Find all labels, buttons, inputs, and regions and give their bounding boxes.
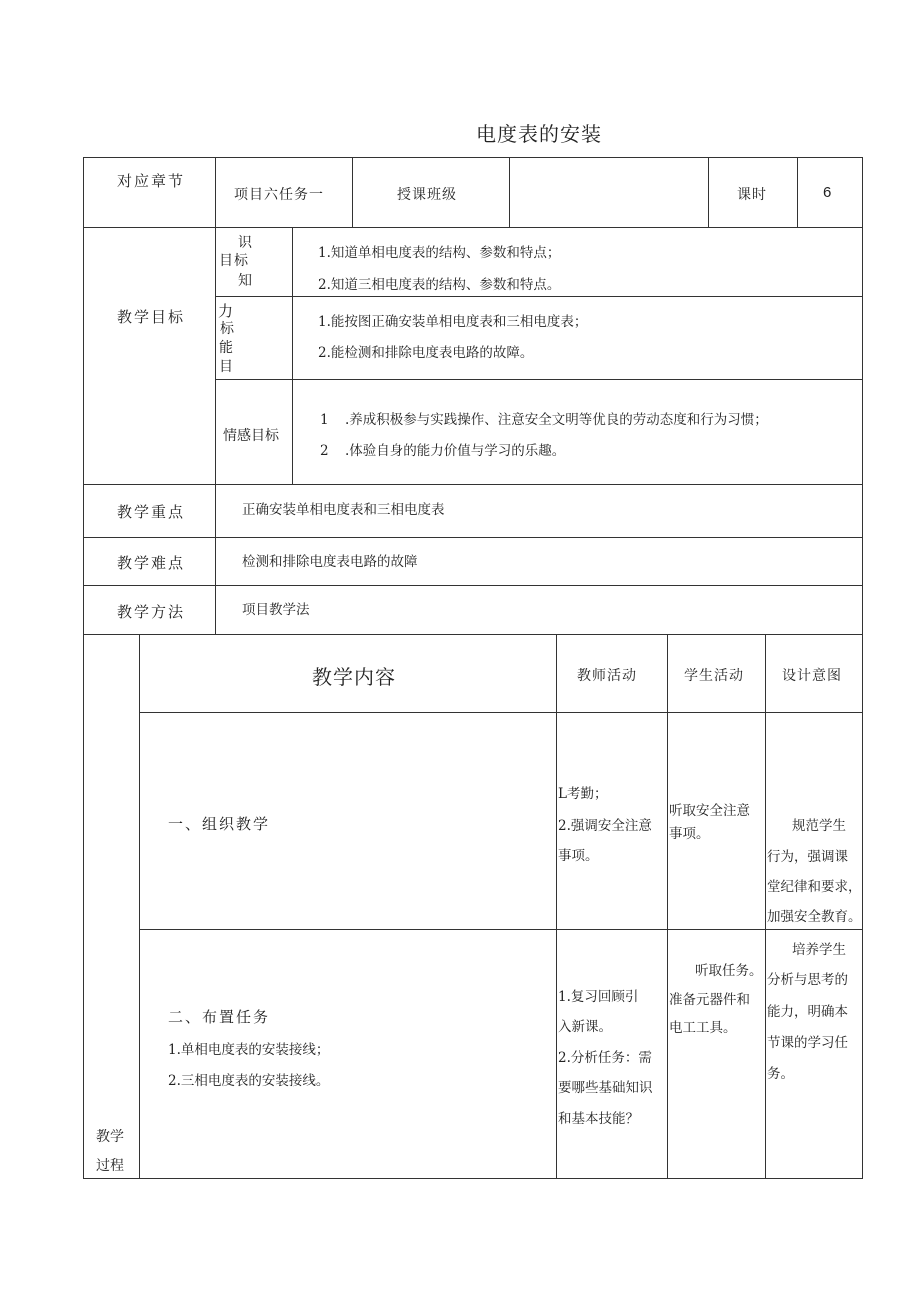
- methods-value: 项目教学法: [242, 602, 310, 618]
- row2-student-3: 电工工具。: [669, 1020, 737, 1036]
- row-divider: [83, 634, 863, 635]
- col-divider: [556, 634, 557, 1178]
- knowledge-sub-label-3: 知: [238, 273, 253, 289]
- row2-intent-2: 分析与思考的: [767, 972, 848, 988]
- row1-teacher-2: 2.强调安全注意: [558, 818, 652, 834]
- ability-item-1: 1.能按图正确安装单相电度表和三相电度表；: [318, 314, 588, 330]
- key-points-value: 正确安装单相电度表和三相电度表: [242, 502, 445, 518]
- col-divider: [509, 157, 510, 227]
- emotion-item-1-num: 1: [320, 412, 329, 428]
- row-divider: [139, 929, 863, 930]
- process-side-label-1: 教学: [96, 1129, 124, 1145]
- knowledge-sub-label-2: 目标: [219, 253, 249, 269]
- row2-teacher-1: 1.复习回顾引: [558, 989, 639, 1005]
- row1-student-1: 听取安全注意: [669, 803, 750, 819]
- row2-content-item-2: 2.三相电度表的安装接线。: [168, 1073, 330, 1089]
- key-points-label: 教学重点: [117, 503, 186, 521]
- hours-value: 6: [823, 184, 832, 201]
- emotion-sub-label: 情感目标: [223, 428, 279, 444]
- row-divider: [215, 379, 863, 380]
- document-title: 电度表的安装: [476, 122, 602, 146]
- row-divider: [83, 537, 863, 538]
- table-border-top: [83, 157, 863, 158]
- emotion-item-2-num: 2: [320, 443, 329, 459]
- difficulties-label: 教学难点: [117, 554, 186, 572]
- row-divider: [83, 227, 863, 228]
- class-label: 授课班级: [397, 187, 457, 203]
- row1-intent-4: 加强安全教育。: [767, 909, 862, 925]
- col-divider: [765, 634, 766, 1178]
- header-intent: 设计意图: [782, 668, 842, 684]
- row1-intent-2: 行为，强调课: [767, 849, 848, 865]
- ability-item-2: 2.能检测和排除电度表电路的故障。: [318, 345, 534, 361]
- knowledge-sub-label-1: 识: [238, 235, 253, 251]
- row2-intent-4: 节课的学习任: [767, 1035, 848, 1051]
- col-divider: [708, 157, 709, 227]
- row2-teacher-4: 要哪些基础知识: [558, 1080, 653, 1096]
- row2-teacher-5: 和基本技能？: [558, 1111, 639, 1127]
- header-content: 教学内容: [312, 665, 396, 689]
- header-teacher: 教师活动: [577, 668, 637, 684]
- row-divider: [83, 484, 863, 485]
- process-side-label-2: 过程: [96, 1158, 124, 1174]
- table-border-left: [83, 157, 84, 1178]
- header-student: 学生活动: [684, 668, 744, 684]
- col-divider: [139, 634, 140, 1178]
- row1-content-title: 一、组织教学: [168, 815, 271, 833]
- col-divider: [667, 634, 668, 1178]
- row1-intent-3: 堂纪律和要求，: [767, 879, 862, 895]
- objectives-label: 教学目标: [117, 308, 186, 326]
- row-divider: [139, 712, 863, 713]
- row2-teacher-3: 2.分析任务：需: [558, 1050, 652, 1066]
- row2-content-item-1: 1.单相电度表的安装接线；: [168, 1042, 330, 1058]
- row1-student-2: 事项。: [669, 826, 710, 842]
- ability-sub-label-1: 力: [218, 302, 235, 320]
- knowledge-item-2: 2.知道三相电度表的结构、参数和特点。: [318, 277, 561, 293]
- row-divider: [215, 296, 863, 297]
- row2-student-1: 听取任务。: [695, 963, 763, 979]
- row2-teacher-2: 入新课。: [558, 1019, 612, 1035]
- col-divider: [215, 157, 216, 227]
- table-border-bottom: [83, 1178, 863, 1179]
- hours-label: 课时: [737, 187, 767, 203]
- row-divider: [83, 585, 863, 586]
- row2-student-2: 准备元器件和: [669, 992, 750, 1008]
- row1-intent-1: 规范学生: [792, 818, 846, 834]
- col-divider: [797, 157, 798, 227]
- row2-intent-1: 培养学生: [792, 942, 846, 958]
- col-divider: [215, 484, 216, 635]
- emotion-item-2-text: .体验自身的能力价值与学习的乐趣。: [345, 443, 566, 459]
- col-divider: [292, 227, 293, 484]
- row2-intent-3: 能力，明确本: [767, 1004, 848, 1020]
- chapter-value: 项目六任务一: [234, 187, 324, 203]
- table-border-right: [862, 157, 863, 1178]
- col-divider: [215, 227, 216, 484]
- chapter-label: 对应章节: [117, 172, 186, 190]
- ability-sub-label-2: 标: [220, 321, 235, 337]
- knowledge-item-1: 1.知道单相电度表的结构、参数和特点；: [318, 245, 561, 261]
- ability-sub-label-3: 能: [219, 340, 234, 356]
- ability-sub-label-4: 目: [219, 359, 234, 375]
- emotion-item-1-text: .养成积极参与实践操作、注意安全文明等优良的劳动态度和行为习惯；: [345, 412, 768, 428]
- difficulties-value: 检测和排除电度表电路的故障: [242, 554, 418, 570]
- col-divider: [352, 157, 353, 227]
- row2-content-title: 二、布置任务: [168, 1008, 271, 1026]
- row2-intent-5: 务。: [767, 1066, 794, 1082]
- row1-teacher-1: L考勤；: [558, 786, 608, 802]
- methods-label: 教学方法: [117, 603, 186, 621]
- row1-teacher-3: 事项。: [558, 848, 599, 864]
